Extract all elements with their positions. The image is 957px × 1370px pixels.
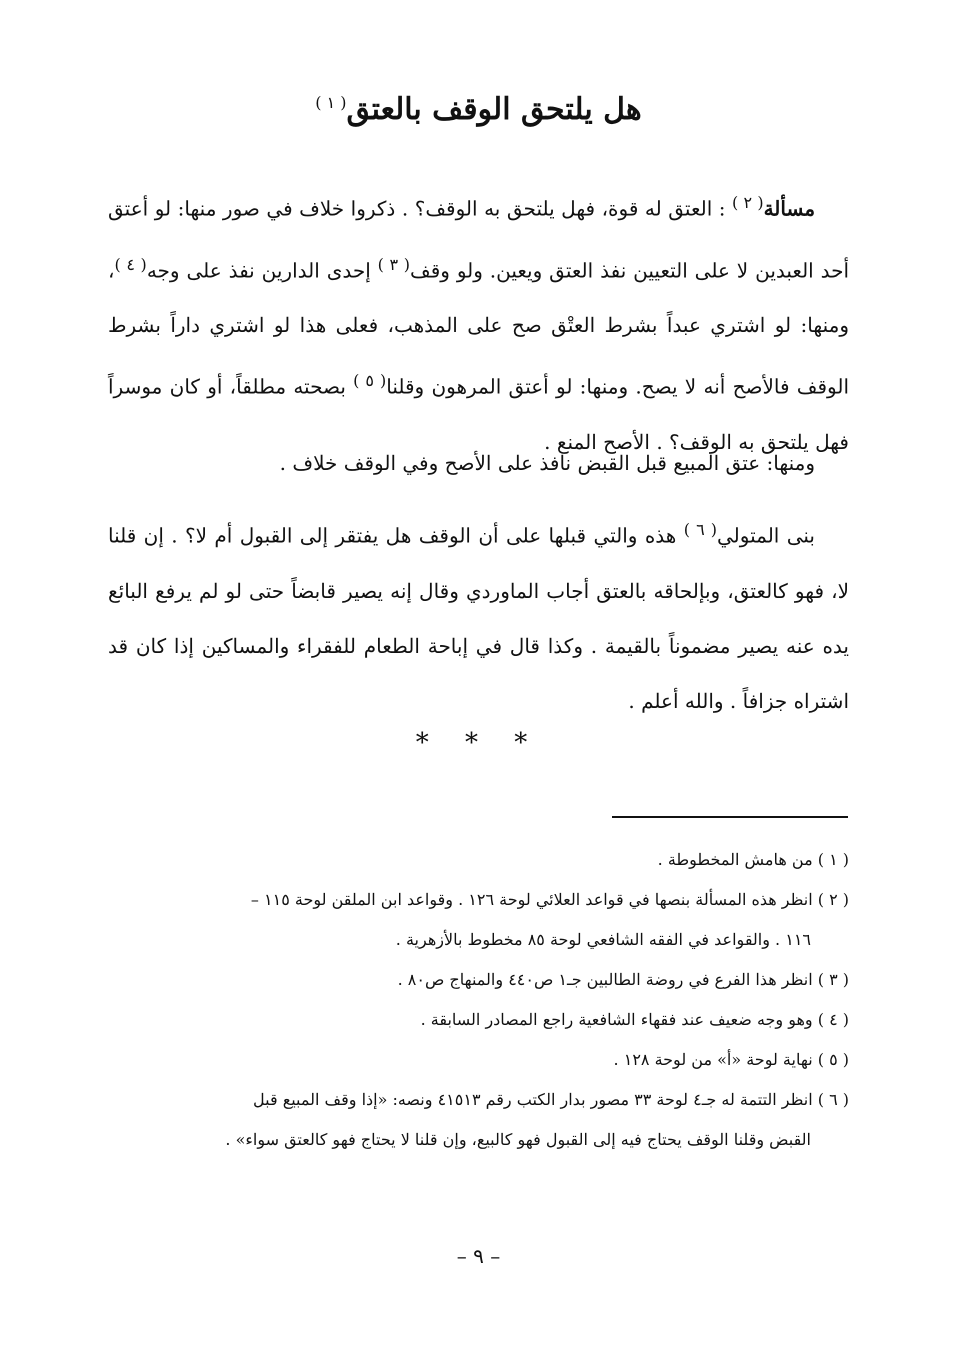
- footnote-ref-2: ( ٢ ): [732, 193, 764, 212]
- footnote-continuation: القبض وقلنا الوقف يحتاج فيه إلى القبول فهو كالبيع، وإن قلنا لا يحتاج فهو كالعتق سواء» .: [225, 1130, 811, 1149]
- paragraph-1-part-3: ، ومنها: لو اشتري عبداً بشرط العتْق صح على المذهب، فعلى هذا لو اشتري داراً بشرط الوقف فالأصح أنه لا يصح. ومنها: لو أعتق المرهون وقلنا: [108, 258, 850, 399]
- footnote-divider: [612, 816, 848, 818]
- footnote-number: ( ١ ): [817, 850, 849, 869]
- paragraph-3-part-1: بنى المتولي: [717, 523, 815, 548]
- footnote-1: [108, 840, 849, 880]
- footnote-number: ( ٥ ): [817, 1050, 849, 1069]
- section-separator: * * *: [415, 728, 542, 758]
- paragraph-1-part-2: إحدى الدارين نفذ على وجه: [146, 258, 378, 283]
- paragraph-lead: مسألة: [763, 196, 816, 221]
- paragraph-3: [108, 502, 849, 729]
- footnote-ref-3: ( ٣ ): [377, 254, 410, 274]
- footnote-text: انظر هذه المسألة بنصها في قواعد العلائي لوحة ١٢٦ . وقواعد ابن الملقن لوحة ١١٥ –: [250, 890, 813, 909]
- page-number: – ٩ –: [456, 1244, 501, 1268]
- footnote-ref-4: ( ٤ ): [114, 254, 147, 274]
- paragraph-1-part-4: بصحته مطلقاً، أو كان موسراً فهل يلتحق به الوقف؟ . الأصح المنع .: [108, 374, 849, 454]
- footnote-text: نهاية لوحة «أ» من لوحة ١٢٨ .: [613, 1050, 813, 1069]
- footnote-number: ( ٣ ): [817, 970, 849, 989]
- title-footnote-ref: ( ١ ): [315, 93, 347, 112]
- title-text: هل يلتحق الوقف بالعتق: [346, 92, 642, 127]
- paragraph-1-part-1: : العتق له قوة، فهل يلتحق به الوقف؟ . ذكروا خلاف في صور منها: لو أعتق أحد العبدين لا على التعيين نفذ العتق ويعين. ولو وقف: [108, 196, 850, 283]
- footnote-2: [108, 880, 849, 960]
- footnote-text: انظر التتمة له جـ٤ لوحة ٣٣ مصور بدار الكتب رقم ٤١٥١٣ ونصه: «إذا وقف المبيع قبل: [253, 1090, 813, 1109]
- footnote-number: ( ٦ ): [817, 1090, 849, 1109]
- footnote-ref-6: ( ٦ ): [683, 520, 718, 539]
- footnote-text: من هامش المخطوطة .: [657, 850, 813, 869]
- footnote-number: ( ٤ ): [817, 1010, 849, 1029]
- paragraph-3-part-2: هذه والتي قبلها على أن الوقف هل يفتقر إلى القبول أم لا؟ . إن قلنا لا، فهو كالعتق، وبإلحاقه بالعتق أجاب الماوردي وقال إنه يصير قابضاً حتى لو لم يرفع البائع يده عنه يصير مضموناً بالقيمة . وكذا قال في إباحة الطعام للفقراء والمساكين إذا كان قد اشتراه جزافاً . والله أعلم .: [108, 523, 849, 713]
- footnote-5: [108, 1040, 849, 1080]
- footnote-3: [108, 960, 849, 1000]
- footnote-text: وهو وجه ضعيف عند فقهاء الشافعية راجع المصادر السابقة .: [420, 1010, 813, 1029]
- page-title: [0, 92, 957, 127]
- footnote-text: انظر هذا الفرع في روضة الطالبين جـ١ ص٤٤٠ والمنهاج ص٨٠ .: [397, 970, 813, 989]
- footnote-continuation: ١١٦ . والقواعد في الفقه الشافعي لوحة ٨٥ مخطوط بالأزهرية .: [395, 930, 811, 949]
- footnotes: [108, 840, 849, 1160]
- footnote-6: [108, 1080, 849, 1160]
- footnote-number: ( ٢ ): [817, 890, 849, 909]
- footnote-ref-5: ( ٥ ): [353, 371, 387, 391]
- paragraph-1: [108, 175, 849, 470]
- footnote-4: [108, 1000, 849, 1040]
- paragraph-2: ومنها: عتق المبيع قبل القبض نافذ على الأصح وفي الوقف خلاف .: [279, 451, 815, 475]
